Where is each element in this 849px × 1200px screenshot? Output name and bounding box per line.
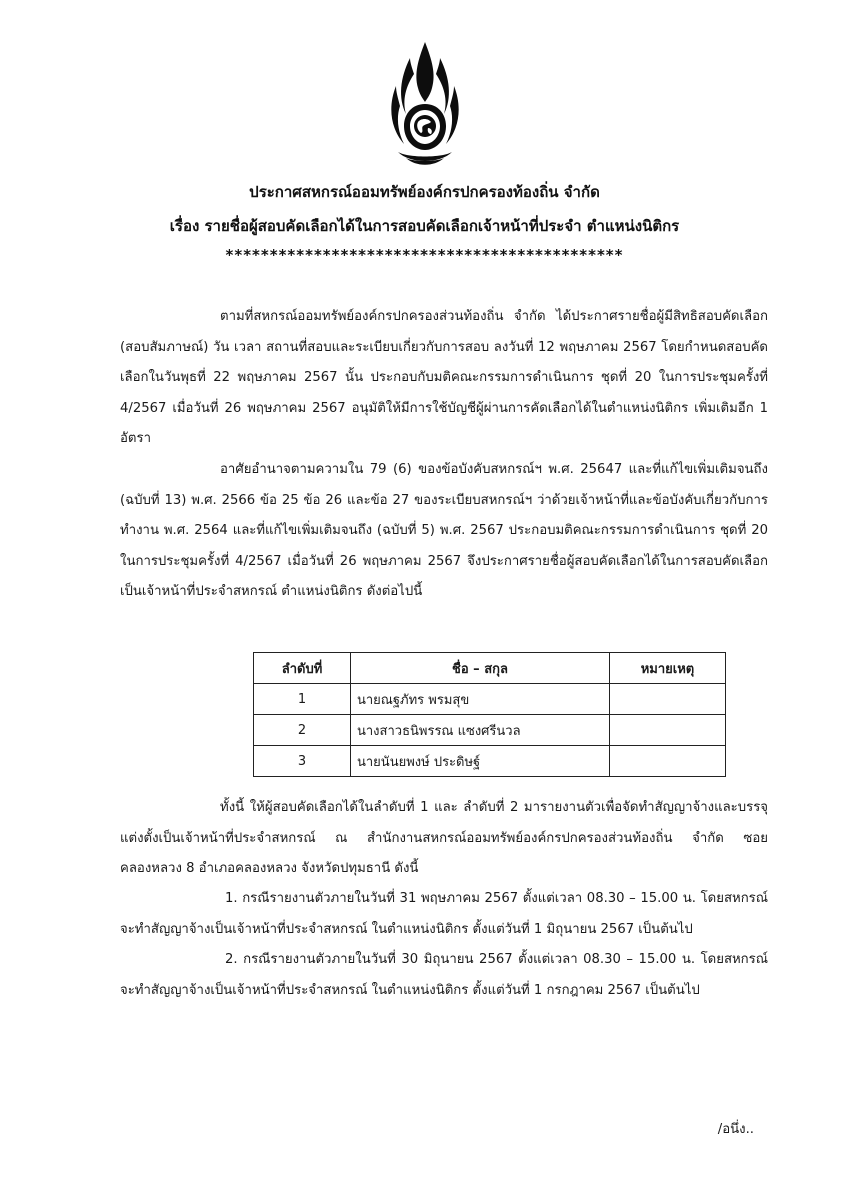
paragraph-authority: อาศัยอำนาจตามความใน 79 (6) ของข้อบังคับสหกรณ์ฯ พ.ศ. 25647 และที่แก้ไขเพิ่มเติมจนถึง (ฉบับที่ 13) พ.ศ. 2566 ข้อ 25 ข้อ 26 และข้อ 27 ของระเบียบสหกรณ์ฯ ว่าด้วยเจ้าหน้าที่และข้อบังคับเกี่ยวกับการทำงาน พ.ศ. 2564 และที่แก้ไขเพิ่มเติมจนถึง (ฉบับที่ 5) พ.ศ. 2567 ประกอบมติคณะกรรมการดำเนินการ ชุดที่ 20 ในการประชุมครั้งที่ 4/2567 เมื่อวันที่ 26 พฤษภาคม 2567 จึงประกาศรายชื่อผู้สอบคัดเลือกได้ในการสอบคัดเลือกเป็นเจ้าหน้าที่ประจำสหกรณ์ ตำแหน่งนิติกร ดังต่อไปนี้ xyxy=(120,462,768,599)
row-name: นายนันยพงษ์ ประดิษฐ์ xyxy=(351,746,610,777)
paragraph-background: ตามที่สหกรณ์ออมทรัพย์องค์กรปกครองส่วนท้องถิ่น จำกัด ได้ประกาศรายชื่อผู้มีสิทธิสอบคัดเลือก (สอบสัมภาษณ์) วัน เวลา สถานที่สอบและระเบียบเกี่ยวกับการสอบ ลงวันที่ 12 พฤษภาคม 2567 โดยกำหนดสอบคัดเลือกในวันพุธที่ 22 พฤษภาคม 2567 นั้น ประกอบกับมติคณะกรรมการดำเนินการ ชุดที่ 20 ในการประชุมครั้งที่ 4/2567 เมื่อวันที่ 26 พฤษภาคม 2567 อนุมัติให้มีการใช้บัญชีผู้ผ่านการคัดเลือกได้ในตำแหน่งนิติกร เพิ่มเติมอีก 1 อัตรา xyxy=(120,309,768,446)
title-separator: ********************************************* xyxy=(225,246,624,264)
continuation-marker: /อนึ่ง.. xyxy=(717,1122,754,1137)
column-header-order: ลำดับที่ xyxy=(254,653,351,684)
row-name: นางสาวธนิพรรณ แซงศรีนวล xyxy=(351,715,610,746)
reporting-item-1-text: 1. กรณีรายงานตัวภายในวันที่ 31 พฤษภาคม 2567 ตั้งแต่เวลา 08.30 – 15.00 น. โดยสหกรณ์จะทำสัญญาจ้างเป็นเจ้าหน้าที่ประจำสหกรณ์ ในตำแหน่งนิติกร ตั้งแต่วันที่ 1 มิถุนายน 2567 เป็นต้นไป xyxy=(120,891,768,937)
row-order: 1 xyxy=(254,684,351,715)
row-order: 3 xyxy=(254,746,351,777)
row-name: นายณฐภัทร พรมสุข xyxy=(351,684,610,715)
table-header-row xyxy=(254,653,726,684)
reporting-item-2-text: 2. กรณีรายงานตัวภายในวันที่ 30 มิถุนายน 2567 ตั้งแต่เวลา 08.30 – 15.00 น. โดยสหกรณ์จะทำสัญญาจ้างเป็นเจ้าหน้าที่ประจำสหกรณ์ ในตำแหน่งนิติกร ตั้งแต่วันที่ 1 กรกฎาคม 2567 เป็นต้นไป xyxy=(120,952,768,998)
table-row xyxy=(254,684,726,715)
row-order: 2 xyxy=(254,715,351,746)
org-title: ประกาศสหกรณ์ออมทรัพย์องค์กรปกครองท้องถิ่น จำกัด xyxy=(249,183,600,201)
row-remark xyxy=(610,684,726,715)
reporting-item-1 xyxy=(120,884,768,945)
row-remark xyxy=(610,746,726,777)
results-table xyxy=(253,652,726,777)
column-header-name: ชื่อ – สกุล xyxy=(351,653,610,684)
table-row xyxy=(254,715,726,746)
row-remark xyxy=(610,715,726,746)
subject-title: เรื่อง รายชื่อผู้สอบคัดเลือกได้ในการสอบคัดเลือกเจ้าหน้าที่ประจำ ตำแหน่งนิติกร xyxy=(169,217,680,235)
reporting-item-2 xyxy=(120,945,768,1006)
cooperative-emblem-logo xyxy=(388,40,462,168)
table-row xyxy=(254,746,726,777)
column-header-remark: หมายเหตุ xyxy=(610,653,726,684)
paragraph-reporting: ทั้งนี้ ให้ผู้สอบคัดเลือกได้ในลำดับที่ 1 และ ลำดับที่ 2 มารายงานตัวเพื่อจัดทำสัญญาจ้างและบรรจุแต่งตั้งเป็นเจ้าหน้าที่ประจำสหกรณ์ ณ สำนักงานสหกรณ์ออมทรัพย์องค์กรปกครองส่วนท้องถิ่น จำกัด ซอยคลองหลวง 8 อำเภอคลองหลวง จังหวัดปทุมธานี ดังนี้ xyxy=(120,800,768,876)
